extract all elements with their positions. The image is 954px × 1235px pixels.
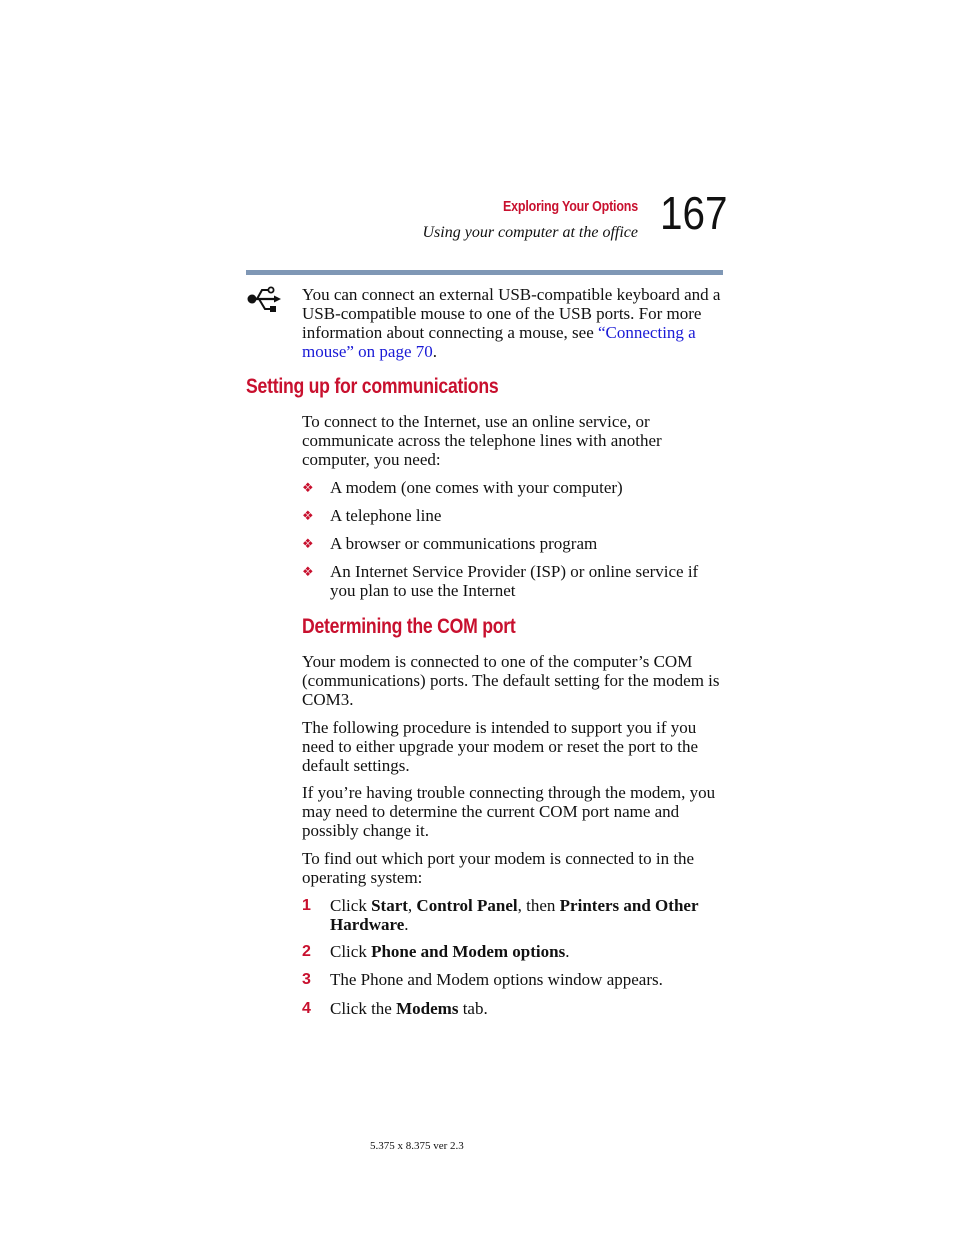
usb-note-period: . — [432, 342, 438, 361]
heading-determining-com-port: Determining the COM port — [302, 615, 516, 638]
bullet-diamond-icon: ❖ — [302, 480, 314, 495]
step-number: 1 — [302, 897, 311, 914]
list-item — [302, 506, 722, 525]
connecting-mouse-link[interactable]: “Connecting a mouse” on page 70 — [302, 323, 696, 361]
header-rule — [246, 270, 723, 275]
ui-term-modems: Modems — [396, 999, 459, 1018]
page-number: 167 — [660, 187, 728, 239]
ui-term-phone-modem-options: Phone and Modem options — [371, 942, 566, 961]
chapter-title: Exploring Your Options — [502, 199, 638, 215]
ui-term-control-panel: Control Panel — [416, 896, 518, 915]
bullet-text: A browser or communications program — [330, 534, 598, 553]
bullet-diamond-icon: ❖ — [302, 508, 314, 523]
usb-icon — [244, 284, 282, 318]
list-item — [302, 478, 722, 497]
procedure-step: 3 The Phone and Modem options window appears. — [302, 970, 663, 989]
bullet-text: A telephone line — [330, 506, 442, 525]
ui-term-start: Start — [371, 896, 408, 915]
step-number: 3 — [302, 971, 311, 988]
communications-intro: To connect to the Internet, use an online service, or communicate across the telephone lines with another computer, you need: — [302, 412, 662, 469]
ui-term-printers-hardware: Printers and Other Hardware — [330, 896, 699, 934]
usb-note-text — [302, 285, 724, 361]
procedure-step: 1 Click Start, Control Panel, then Printers and Other Hardware. — [302, 896, 699, 934]
bullet-text: A modem (one comes with your computer) — [330, 478, 623, 497]
procedure-step: 2 Click Phone and Modem options. — [302, 942, 570, 961]
version-footer: 5.375 x 8.375 ver 2.3 — [370, 1140, 464, 1152]
bullet-text: An Internet Service Provider (ISP) or online service if you plan to use the Internet — [330, 562, 699, 600]
heading-setting-up-communications: Setting up for communications — [246, 375, 499, 398]
com-paragraph-1: Your modem is connected to one of the computer’s COM (communications) ports. The default setting for the modem is COM3. — [302, 652, 720, 709]
bullet-diamond-icon: ❖ — [302, 564, 314, 579]
com-paragraph-2: The following procedure is intended to support you if you need to either upgrade your modem or reset the port to the default settings. — [302, 718, 699, 775]
section-subtitle: Using your computer at the office — [422, 224, 638, 241]
procedure-step: 4 Click the Modems tab. — [302, 999, 488, 1018]
bullet-diamond-icon: ❖ — [302, 536, 314, 551]
step-number: 2 — [302, 943, 311, 960]
list-item — [302, 562, 722, 600]
com-paragraph-3: If you’re having trouble connecting through the modem, you may need to determine the current COM port name and possibly change it. — [302, 783, 716, 840]
usb-note-body: You can connect an external USB-compatible keyboard and a USB-compatible mouse to one of the USB ports. For more information about connecting a mouse, see — [302, 285, 721, 342]
com-paragraph-4: To find out which port your modem is connected to in the operating system: — [302, 849, 695, 887]
list-item — [302, 534, 722, 553]
step-number: 4 — [302, 1000, 311, 1017]
